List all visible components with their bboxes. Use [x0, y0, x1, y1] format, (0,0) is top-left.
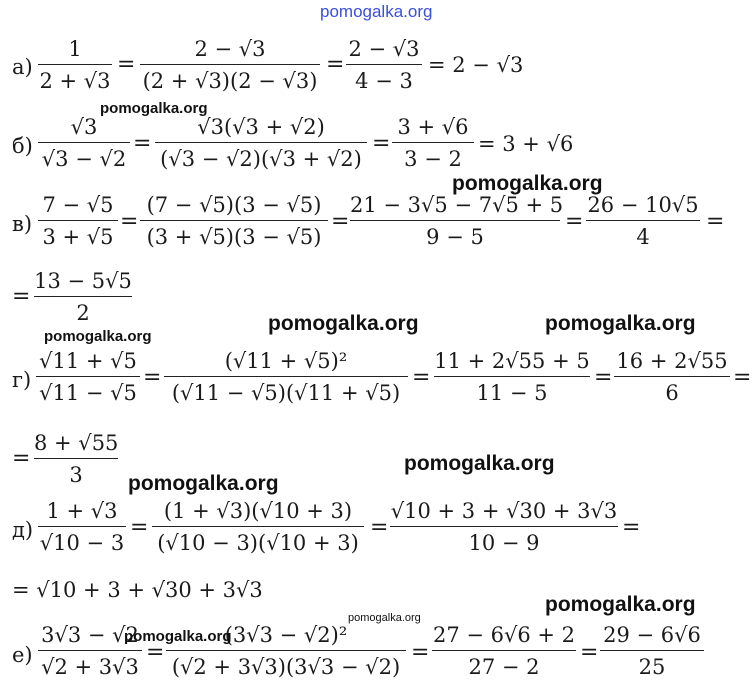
numerator: 2 − √3 — [348, 37, 420, 61]
watermark: pomogalka.org — [452, 172, 603, 195]
numerator: 29 − 6√6 — [603, 623, 701, 647]
fraction — [34, 268, 132, 326]
denominator: 2 — [76, 301, 90, 325]
numerator: 3√3 − √2 — [41, 623, 139, 647]
fraction — [155, 114, 367, 172]
equals-sign: = — [331, 209, 350, 234]
label-b: б) — [12, 134, 33, 158]
numerator: 27 − 6√6 + 2 — [432, 623, 576, 647]
equals-sign: = — [130, 515, 149, 540]
fraction — [38, 36, 112, 94]
equals-sign: = — [143, 365, 162, 390]
numerator: √3 — [70, 115, 98, 139]
equals-sign: = — [594, 365, 613, 390]
numerator: 8 + √55 — [34, 431, 119, 455]
denominator: 6 — [665, 381, 679, 405]
denominator: 10 − 9 — [468, 531, 540, 555]
watermark: pomogalka.org — [348, 612, 421, 624]
equals-sign: = — [733, 365, 752, 390]
numerator: (√11 + √5)² — [224, 349, 348, 373]
equals-sign: = — [411, 640, 430, 665]
numerator: 1 — [68, 37, 82, 61]
denominator: 3 — [69, 463, 83, 487]
label-v: в) — [12, 212, 33, 236]
numerator: 11 + 2√55 + 5 — [434, 349, 590, 373]
numerator: 2 − √3 — [194, 37, 266, 61]
numerator: 16 + 2√55 — [616, 349, 728, 373]
result: = 2 − √3 — [428, 53, 524, 77]
watermark: pomogalka.org — [404, 452, 555, 475]
fraction — [346, 36, 422, 94]
fraction — [38, 114, 130, 172]
result: = √10 + 3 + √30 + 3√3 — [12, 578, 263, 602]
denominator: 27 − 2 — [468, 655, 540, 679]
numerator: √11 + √5 — [39, 349, 137, 373]
equals-sign: = — [565, 209, 584, 234]
watermark-top: pomogalka.org — [320, 2, 433, 21]
label-a: а) — [12, 55, 33, 79]
fraction — [34, 430, 118, 488]
equals-sign: = — [12, 446, 31, 471]
fraction — [600, 622, 704, 680]
fraction — [392, 114, 474, 172]
denominator: √10 − 3 — [39, 531, 125, 555]
fraction — [390, 498, 618, 556]
numerator: 13 − 5√5 — [34, 269, 132, 293]
watermark: pomogalka.org — [44, 328, 152, 345]
fraction — [152, 498, 364, 556]
watermark: pomogalka.org — [100, 100, 208, 117]
equals-sign: = — [622, 515, 641, 540]
watermark: pomogalka.org — [545, 312, 696, 335]
denominator: √2 + 3√3 — [41, 655, 139, 679]
watermark: pomogalka.org — [124, 628, 232, 645]
equals-sign: = — [326, 52, 345, 77]
fraction — [140, 36, 320, 94]
fraction — [432, 622, 576, 680]
fraction — [350, 192, 564, 250]
denominator: 25 — [638, 655, 666, 679]
denominator: 3 − 2 — [404, 147, 462, 171]
denominator: 4 — [636, 225, 650, 249]
fraction — [36, 348, 140, 406]
label-e: е) — [12, 643, 33, 667]
denominator: (2 + √3)(2 − √3) — [142, 69, 318, 93]
equals-sign: = — [117, 52, 136, 77]
label-d: д) — [12, 518, 34, 542]
equals-sign: = — [370, 515, 389, 540]
equals-sign: = — [706, 209, 725, 234]
equals-sign: = — [580, 640, 599, 665]
denominator: (√10 − 3)(√10 + 3) — [157, 531, 359, 555]
numerator: 26 − 10√5 — [587, 193, 699, 217]
fraction — [434, 348, 590, 406]
fraction — [164, 348, 408, 406]
denominator: (√11 − √5)(√11 + √5) — [171, 381, 401, 405]
fraction — [140, 192, 328, 250]
denominator: 11 − 5 — [476, 381, 548, 405]
denominator: 9 − 5 — [426, 225, 484, 249]
fraction — [614, 348, 730, 406]
fraction — [38, 192, 118, 250]
equals-sign: = — [372, 131, 391, 156]
numerator: 21 − 3√5 − 7√5 + 5 — [350, 193, 564, 217]
numerator: 7 − √5 — [42, 193, 114, 217]
equals-sign: = — [146, 640, 165, 665]
denominator: √11 − √5 — [39, 381, 137, 405]
numerator: 1 + √3 — [46, 499, 118, 523]
numerator: (7 − √5)(3 − √5) — [146, 193, 322, 217]
fraction — [586, 192, 700, 250]
equals-sign: = — [133, 131, 152, 156]
denominator: 3 + √5 — [42, 225, 114, 249]
equals-sign: = — [12, 284, 31, 309]
equals-sign: = — [412, 365, 431, 390]
result: = 3 + √6 — [478, 132, 574, 156]
denominator: 2 + √3 — [39, 69, 111, 93]
watermark: pomogalka.org — [545, 593, 696, 616]
numerator: √3(√3 + √2) — [197, 115, 325, 139]
denominator: 4 − 3 — [355, 69, 413, 93]
numerator: √10 + 3 + √30 + 3√3 — [390, 499, 618, 523]
label-g: г) — [12, 368, 32, 392]
numerator: (3√3 − √2)² — [224, 623, 348, 647]
denominator: √3 − √2 — [41, 147, 127, 171]
denominator: (√2 + 3√3)(3√3 − √2) — [171, 655, 401, 679]
denominator: (√3 − √2)(√3 + √2) — [160, 147, 362, 171]
fraction — [38, 498, 126, 556]
denominator: (3 + √5)(3 − √5) — [146, 225, 322, 249]
numerator: (1 + √3)(√10 + 3) — [163, 499, 353, 523]
watermark: pomogalka.org — [128, 472, 279, 495]
equals-sign: = — [120, 209, 139, 234]
watermark: pomogalka.org — [268, 312, 419, 335]
numerator: 3 + √6 — [397, 115, 469, 139]
